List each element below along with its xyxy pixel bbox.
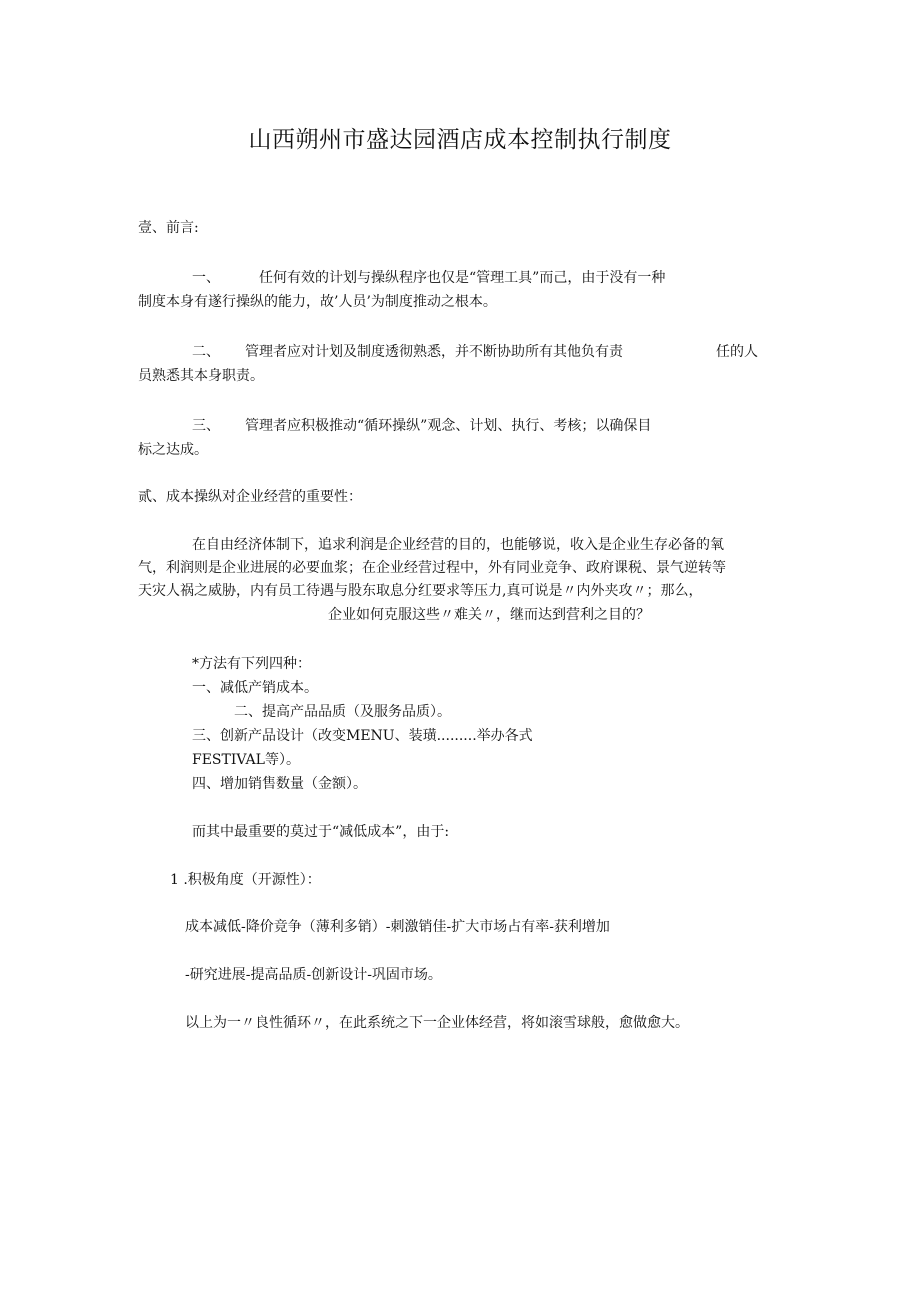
section1-heading: 壹、前言: (138, 220, 199, 236)
s1-item2-line1a: 管理者应对计划及制度透彻熟悉，并不断协助所有其他负有责 (245, 344, 623, 360)
method-3-line1: 三、创新产品设计（改变MENU、装璜.........举办各式 (192, 728, 533, 744)
paragraph-line-3: 天灾人祸之威胁，内有员工待遇与股东取息分红要求等压力,真可说是〃内外夹攻〃；那么， (138, 583, 703, 599)
s1-item1-line2: 制度本身有遂行操纵的能力，故’人员’为制度推动之根本。 (138, 294, 497, 310)
paragraph-line-2: 气，利润则是企业进展的必要血浆；在企业经营过程中，外有同业竞争、政府课税、景气逆转等 (138, 560, 726, 576)
method-2: 二、提高产品品质（及服务品质）。 (234, 704, 451, 720)
s1-item3-line1: 管理者应积极推动“循环操纵”观念、计划、执行、考核；以确保目 (245, 418, 652, 434)
s1-item2-line2: 员熟悉其本身职责。 (138, 368, 264, 384)
method-3-line2: FESTIVAL等）。 (192, 752, 300, 768)
emphasis-line: 而其中最重要的莫过于“减低成本”，由于: (192, 824, 450, 840)
paragraph-line-1: 在自由经济体制下，追求利润是企业经营的目的，也能够说，收入是企业生存必备的氧 (192, 537, 724, 553)
s1-item3-number: 三、 (192, 418, 220, 434)
cost-chain-line1: 成本减低-降价竞争（薄利多销）-刺激销佳-扩大市场占有率-获利增加 (185, 919, 610, 935)
section2-heading: 贰、成本操纵对企业经营的重要性： (138, 489, 362, 505)
s1-item2-number: 二、 (192, 344, 220, 360)
s1-item1-number: 一、 (192, 270, 220, 286)
methods-intro: *方法有下列四种： (192, 656, 311, 672)
document-title: 山西朔州市盛达园酒店成本控制执行制度 (248, 127, 672, 153)
method-1: 一、减低产销成本。 (192, 680, 318, 696)
point1-heading: 1 .积极角度（开源性）： (170, 872, 321, 888)
s1-item3-line2: 标之达成。 (138, 442, 208, 458)
paragraph-line-4: 企业如何克服这些〃难关〃，继而达到营利之目的？ (328, 607, 650, 623)
conclusion-line: 以上为一〃良性循环〃，在此系统之下一企业体经营，将如滚雪球般，愈做愈大。 (185, 1015, 689, 1031)
s1-item1-line1: 任何有效的计划与操纵程序也仅是“管理工具”而己，由于没有一种 (259, 270, 666, 286)
method-4: 四、增加销售数量（金额）。 (192, 776, 367, 792)
s1-item2-line1b: 任的人 (716, 344, 758, 360)
cost-chain-line2: -研究进展-提高品质-创新设计-巩固市场。 (185, 967, 442, 983)
